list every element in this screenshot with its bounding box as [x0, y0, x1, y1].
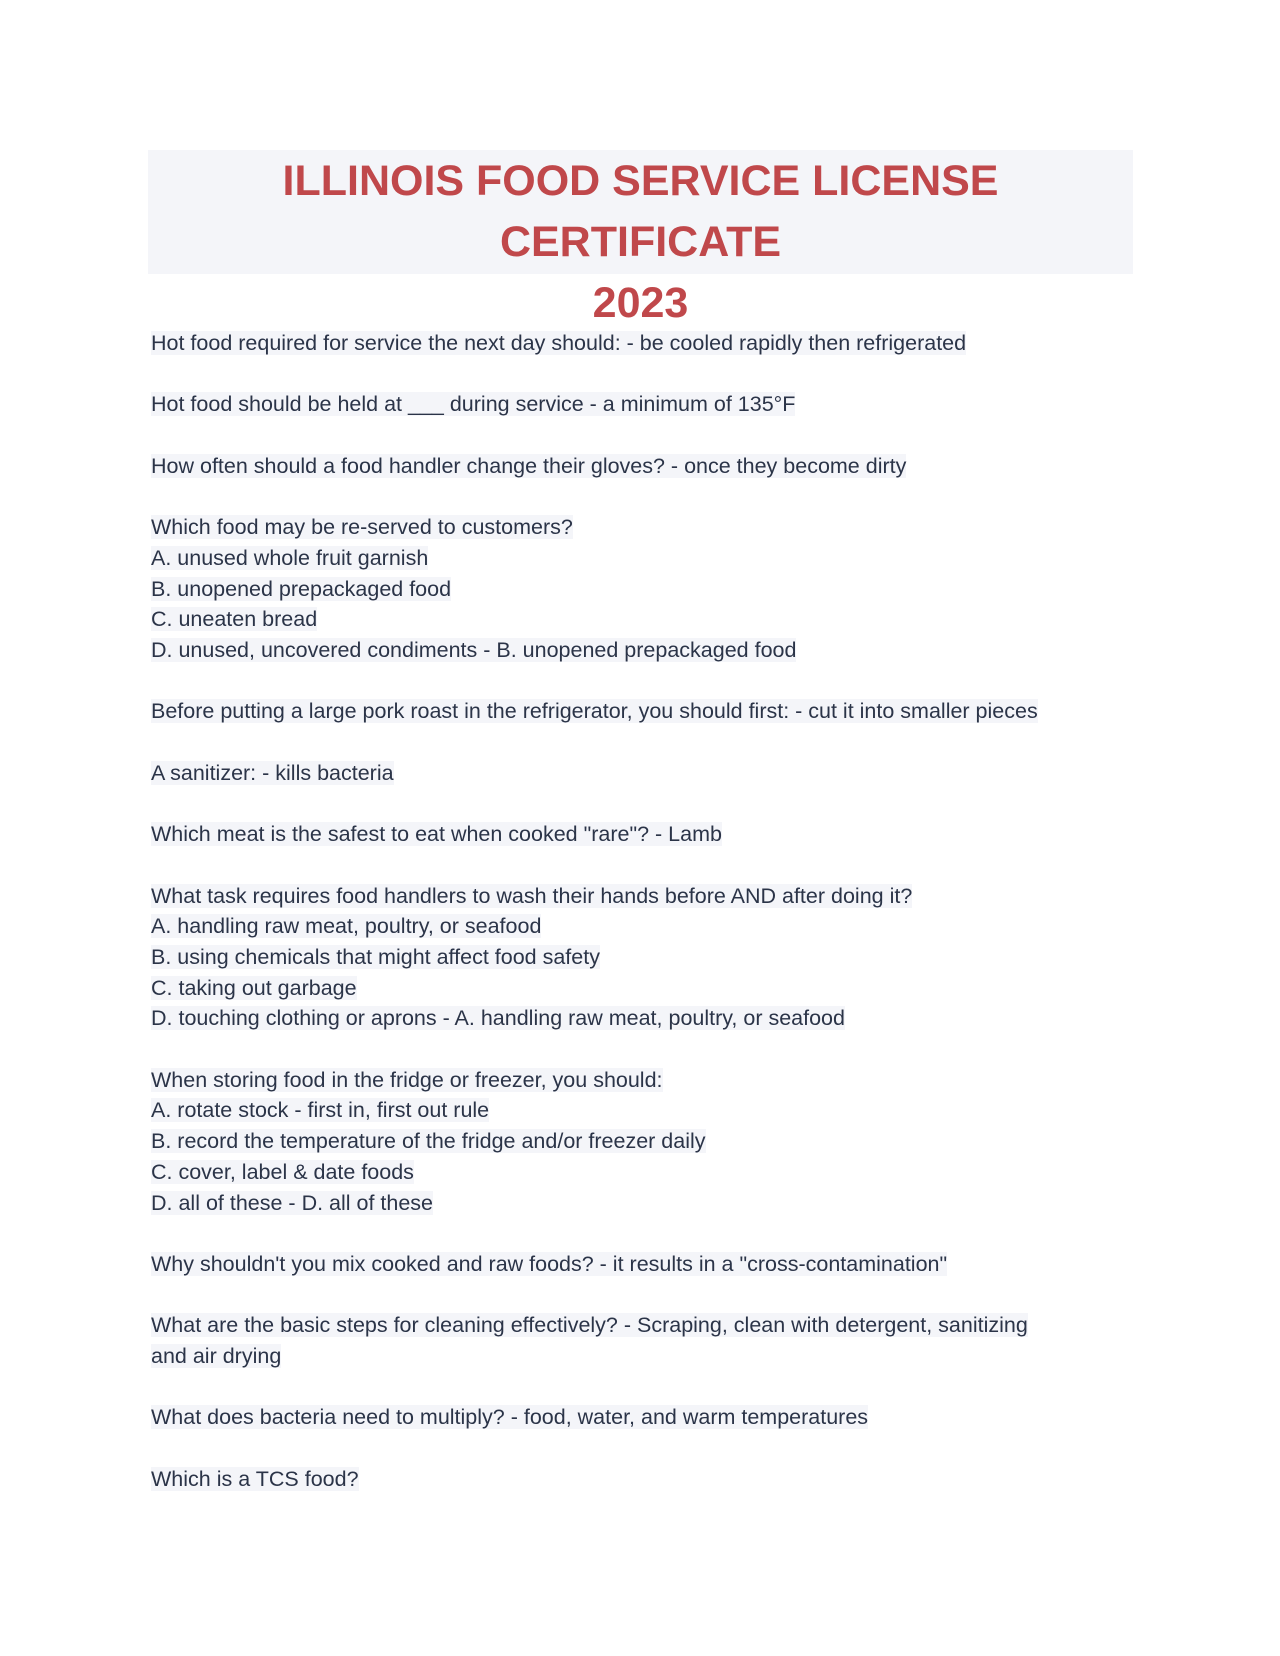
question-item: [151, 1249, 1141, 1280]
question-item: [151, 819, 1141, 850]
question-text: Which food may be re-served to customers?: [151, 515, 573, 540]
question-item: [151, 1464, 1141, 1495]
question-item: [151, 696, 1141, 727]
answer-line: B. record the temperature of the fridge and/or freezer daily: [151, 1129, 706, 1154]
question-item: [151, 881, 1141, 1035]
answer-line: D. touching clothing or aprons - A. handling raw meat, poultry, or seafood: [151, 1006, 845, 1031]
question-item: [151, 512, 1141, 666]
answer-line: C. uneaten bread: [151, 607, 318, 632]
question-text: What are the basic steps for cleaning effectively? - Scraping, clean with detergent, sanitizing: [151, 1313, 1028, 1338]
title-line-1: ILLINOIS FOOD SERVICE LICENSE CERTIFICATE: [282, 157, 999, 266]
question-item: [151, 1310, 1141, 1371]
answer-line: C. taking out garbage: [151, 975, 357, 1000]
question-text: Which meat is the safest to eat when cooked "rare"? - Lamb: [151, 822, 722, 847]
question-text: Hot food should be held at ___ during service - a minimum of 135°F: [151, 392, 796, 417]
answer-line: C. cover, label & date foods: [151, 1159, 414, 1184]
question-item: [151, 451, 1141, 482]
question-text: A sanitizer: - kills bacteria: [151, 760, 394, 785]
question-text: What does bacteria need to multiply? - food, water, and warm temperatures: [151, 1405, 869, 1430]
question-text: How often should a food handler change their gloves? - once they become dirty: [151, 453, 907, 478]
answer-line: D. all of these - D. all of these: [151, 1190, 434, 1215]
answer-line: A. rotate stock - first in, first out rule: [151, 1098, 490, 1123]
document-title: [148, 150, 1133, 327]
question-text: Why shouldn't you mix cooked and raw foods? - it results in a "cross-contamination": [151, 1251, 948, 1276]
question-text: Hot food required for service the next day should: - be cooled rapidly then refrigerated: [151, 331, 967, 355]
answer-line: B. using chemicals that might affect food safety: [151, 944, 600, 969]
question-text: Before putting a large pork roast in the refrigerator, you should first: - cut it into smaller pieces: [151, 699, 1038, 724]
question-item: [151, 1402, 1141, 1433]
question-item: [151, 328, 1141, 359]
question-text: When storing food in the fridge or freezer, you should:: [151, 1067, 663, 1092]
answer-line: A. unused whole fruit garnish: [151, 545, 429, 570]
answer-line: B. unopened prepackaged food: [151, 576, 452, 601]
question-text: What task requires food handlers to wash their hands before AND after doing it?: [151, 883, 913, 908]
question-item: [151, 758, 1141, 789]
question-text: Which is a TCS food?: [151, 1466, 359, 1491]
question-list: [151, 328, 1141, 1525]
answer-line: and air drying: [151, 1344, 282, 1369]
question-item: [151, 1065, 1141, 1219]
question-item: [151, 389, 1141, 420]
answer-line: A. handling raw meat, poultry, or seafood: [151, 914, 542, 939]
title-line-2: 2023: [592, 279, 689, 327]
answer-line: D. unused, uncovered condiments - B. unopened prepackaged food: [151, 637, 797, 662]
